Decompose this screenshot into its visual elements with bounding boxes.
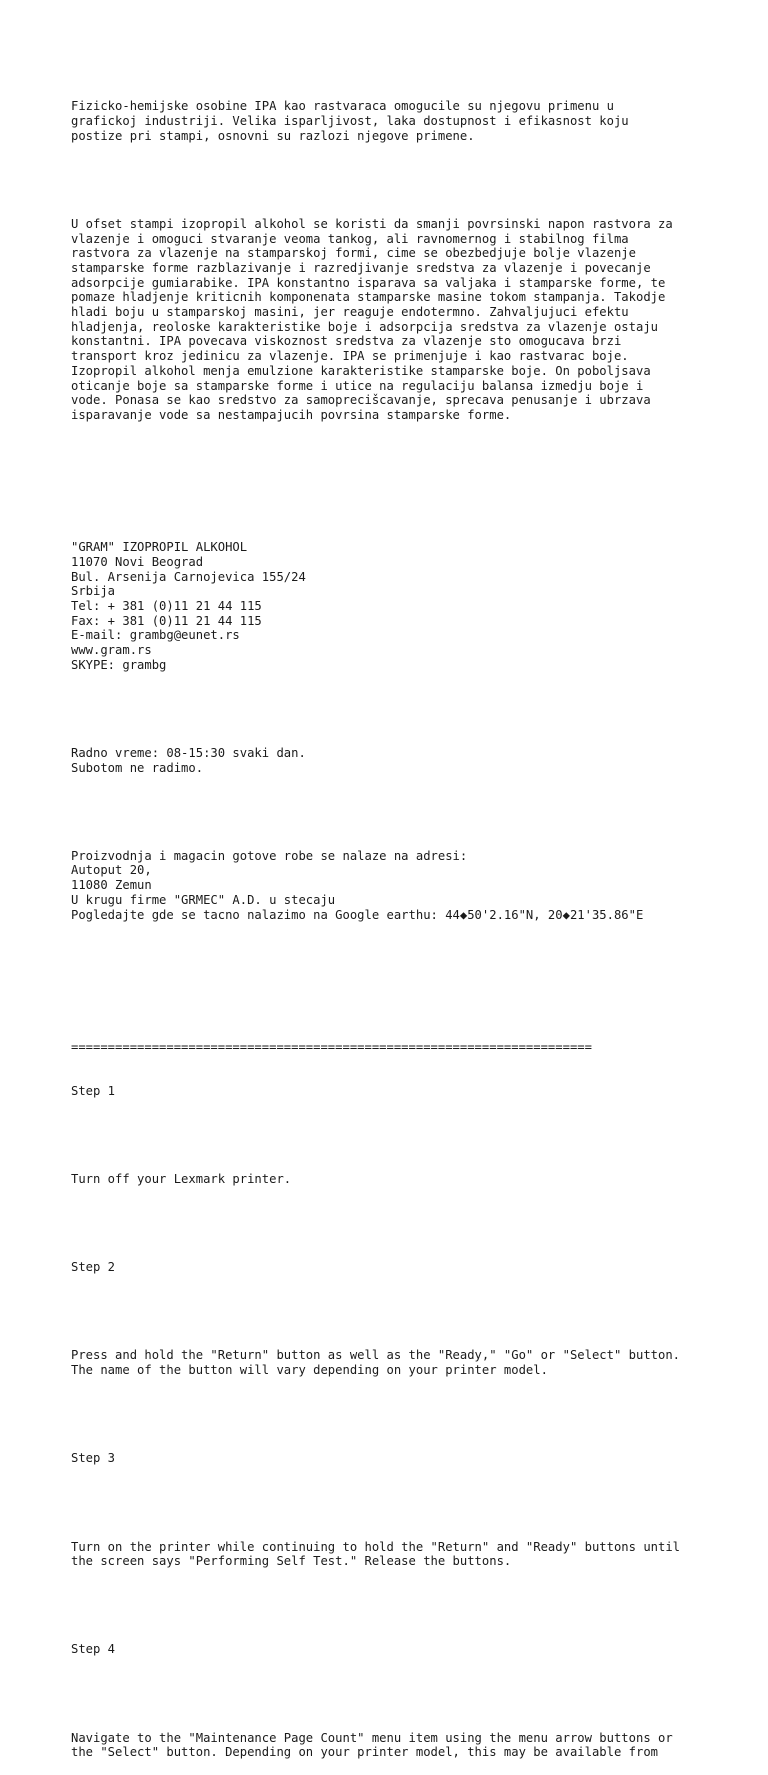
text-line: www.gram.rs — [71, 643, 152, 657]
spacer — [71, 1686, 761, 1701]
text-line: hladjenja, reoloske karakteristike boje i adsorpcija sredstva za vlazenje ostaju — [71, 319, 658, 334]
step-1-heading: Step 1 — [71, 1083, 116, 1098]
text-line: Bul. Arsenija Carnojevica 155/24 — [71, 569, 306, 584]
separator-line: ======================================================================= — [71, 1039, 592, 1054]
text-line: Proizvodnja i magacin gotove robe se nalaze na adresi: — [71, 848, 468, 863]
step-4-text — [71, 1731, 761, 1760]
text-line: SKYPE: grambg — [71, 657, 167, 672]
text-line: E-mail: grambg@eunet.rs — [71, 628, 240, 643]
step-4-heading: Step 4 — [71, 1642, 116, 1657]
spacer — [71, 805, 761, 820]
text-line: stamparske forme razblazivanje i razredjivanje sredstva za vlazenje i povecanje — [71, 261, 651, 276]
spacer — [71, 1304, 761, 1319]
warehouse-block — [71, 849, 761, 922]
text-line: U krugu firme "GRMEC" A.D. u stecaju — [71, 892, 336, 907]
text-line: vode. Ponasa se kao sredstvo za samoprecišcavanje, sprecava penusanje i ubrzava — [71, 393, 651, 408]
text-line: 11080 Zemun — [71, 878, 152, 893]
step-2-text — [71, 1348, 761, 1377]
text-line: Subotom ne radimo. — [71, 760, 204, 775]
text-line: Fizicko-hemijske osobine IPA kao rastvaraca omogucile su njegovu primenu u — [71, 99, 614, 114]
text-line: Turn on the printer while continuing to hold the "Return" and "Ready" buttons until — [71, 1539, 681, 1554]
text-line: U ofset stampi izopropil alkohol se koristi da smanji povrsinski napon rastvora za — [71, 216, 673, 231]
text-line: Turn off your Lexmark printer. — [71, 1172, 292, 1187]
text-line: adsorpcije gumiarabike. IPA konstantno isparava sa valjaka i stamparske forme, te — [71, 275, 666, 290]
text-line: 11070 Novi Beograd — [71, 554, 204, 569]
spacer — [71, 1495, 761, 1510]
text-line: Autoput 20, — [71, 863, 152, 878]
text-line: "GRAM" IZOPROPIL ALKOHOL — [71, 540, 248, 555]
text-line: Srbija — [71, 584, 116, 599]
text-line: the "Select" button. Depending on your printer model, this may be available from — [71, 1745, 658, 1760]
text-line: hladi boju u stamparskoj masini, jer reaguje endotermno. Zahvaljujuci efektu — [71, 305, 629, 320]
text-line: Fax: + 381 (0)11 21 44 115 — [71, 613, 262, 628]
document-page — [71, 70, 761, 1775]
text-line: Radno vreme: 08-15:30 svaki dan. — [71, 745, 306, 760]
hours-block — [71, 746, 761, 775]
text-line: vlazenje i omoguci stvaranje veoma tankog, ali ravnomernog i stabilnog filma — [71, 231, 629, 246]
text-line: konstantni. IPA povecava viskoznost sredstva za vlazenje sto omogucava brzi — [71, 334, 622, 349]
spacer — [71, 1598, 761, 1613]
text-line: Press and hold the "Return" button as well as the "Ready," "Go" or "Select" button. — [71, 1348, 681, 1363]
spacer — [71, 496, 761, 511]
spacer — [71, 173, 761, 188]
text-line: grafickoj industriji. Velika isparljivost, laka dostupnost i efikasnost koju — [71, 114, 629, 129]
step-3-heading: Step 3 — [71, 1451, 116, 1466]
step-3-text — [71, 1540, 761, 1569]
contact-block — [71, 540, 761, 672]
text-line: rastvora za vlazenje na stamparskoj formi, cime se obezbedjuje bolje vlazenje — [71, 246, 636, 261]
spacer — [71, 452, 761, 467]
text-line: oticanje boje sa stamparske forme i utice na regulaciju balansa izmedju boje i — [71, 378, 644, 393]
text-line: Tel: + 381 (0)11 21 44 115 — [71, 598, 262, 613]
text-line: pomaze hladjenje kriticnih komponenata stamparske masine tokom stampanja. Takodje — [71, 290, 666, 305]
spacer — [71, 702, 761, 717]
spacer — [71, 1128, 761, 1143]
text-line: postize pri stampi, osnovni su razlozi njegove primene. — [71, 128, 475, 143]
text-line: Pogledajte gde se tacno nalazimo na Google earthu: 44◆50'2.16"N, 20◆21'35.86"E — [71, 907, 644, 922]
spacer — [71, 1407, 761, 1422]
text-line: isparavanje vode sa nestampajucih povrsina stamparske forme. — [71, 407, 512, 422]
text-line: transport kroz jedinicu za vlazenje. IPA se primenjuje i kao rastvarac boje. — [71, 349, 629, 364]
text-line: Izopropil alkohol menja emulzione karakteristike stamparske boje. On poboljsava — [71, 363, 651, 378]
offset-paragraph — [71, 217, 761, 423]
step-2-heading: Step 2 — [71, 1260, 116, 1275]
intro-paragraph — [71, 99, 761, 143]
spacer — [71, 1216, 761, 1231]
spacer — [71, 952, 761, 967]
step-1-text — [71, 1172, 761, 1187]
text-line: the screen says "Performing Self Test." Release the buttons. — [71, 1554, 512, 1569]
spacer — [71, 996, 761, 1011]
text-line: The name of the button will vary depending on your printer model. — [71, 1363, 548, 1378]
text-line: Navigate to the "Maintenance Page Count" menu item using the menu arrow buttons or — [71, 1730, 673, 1745]
